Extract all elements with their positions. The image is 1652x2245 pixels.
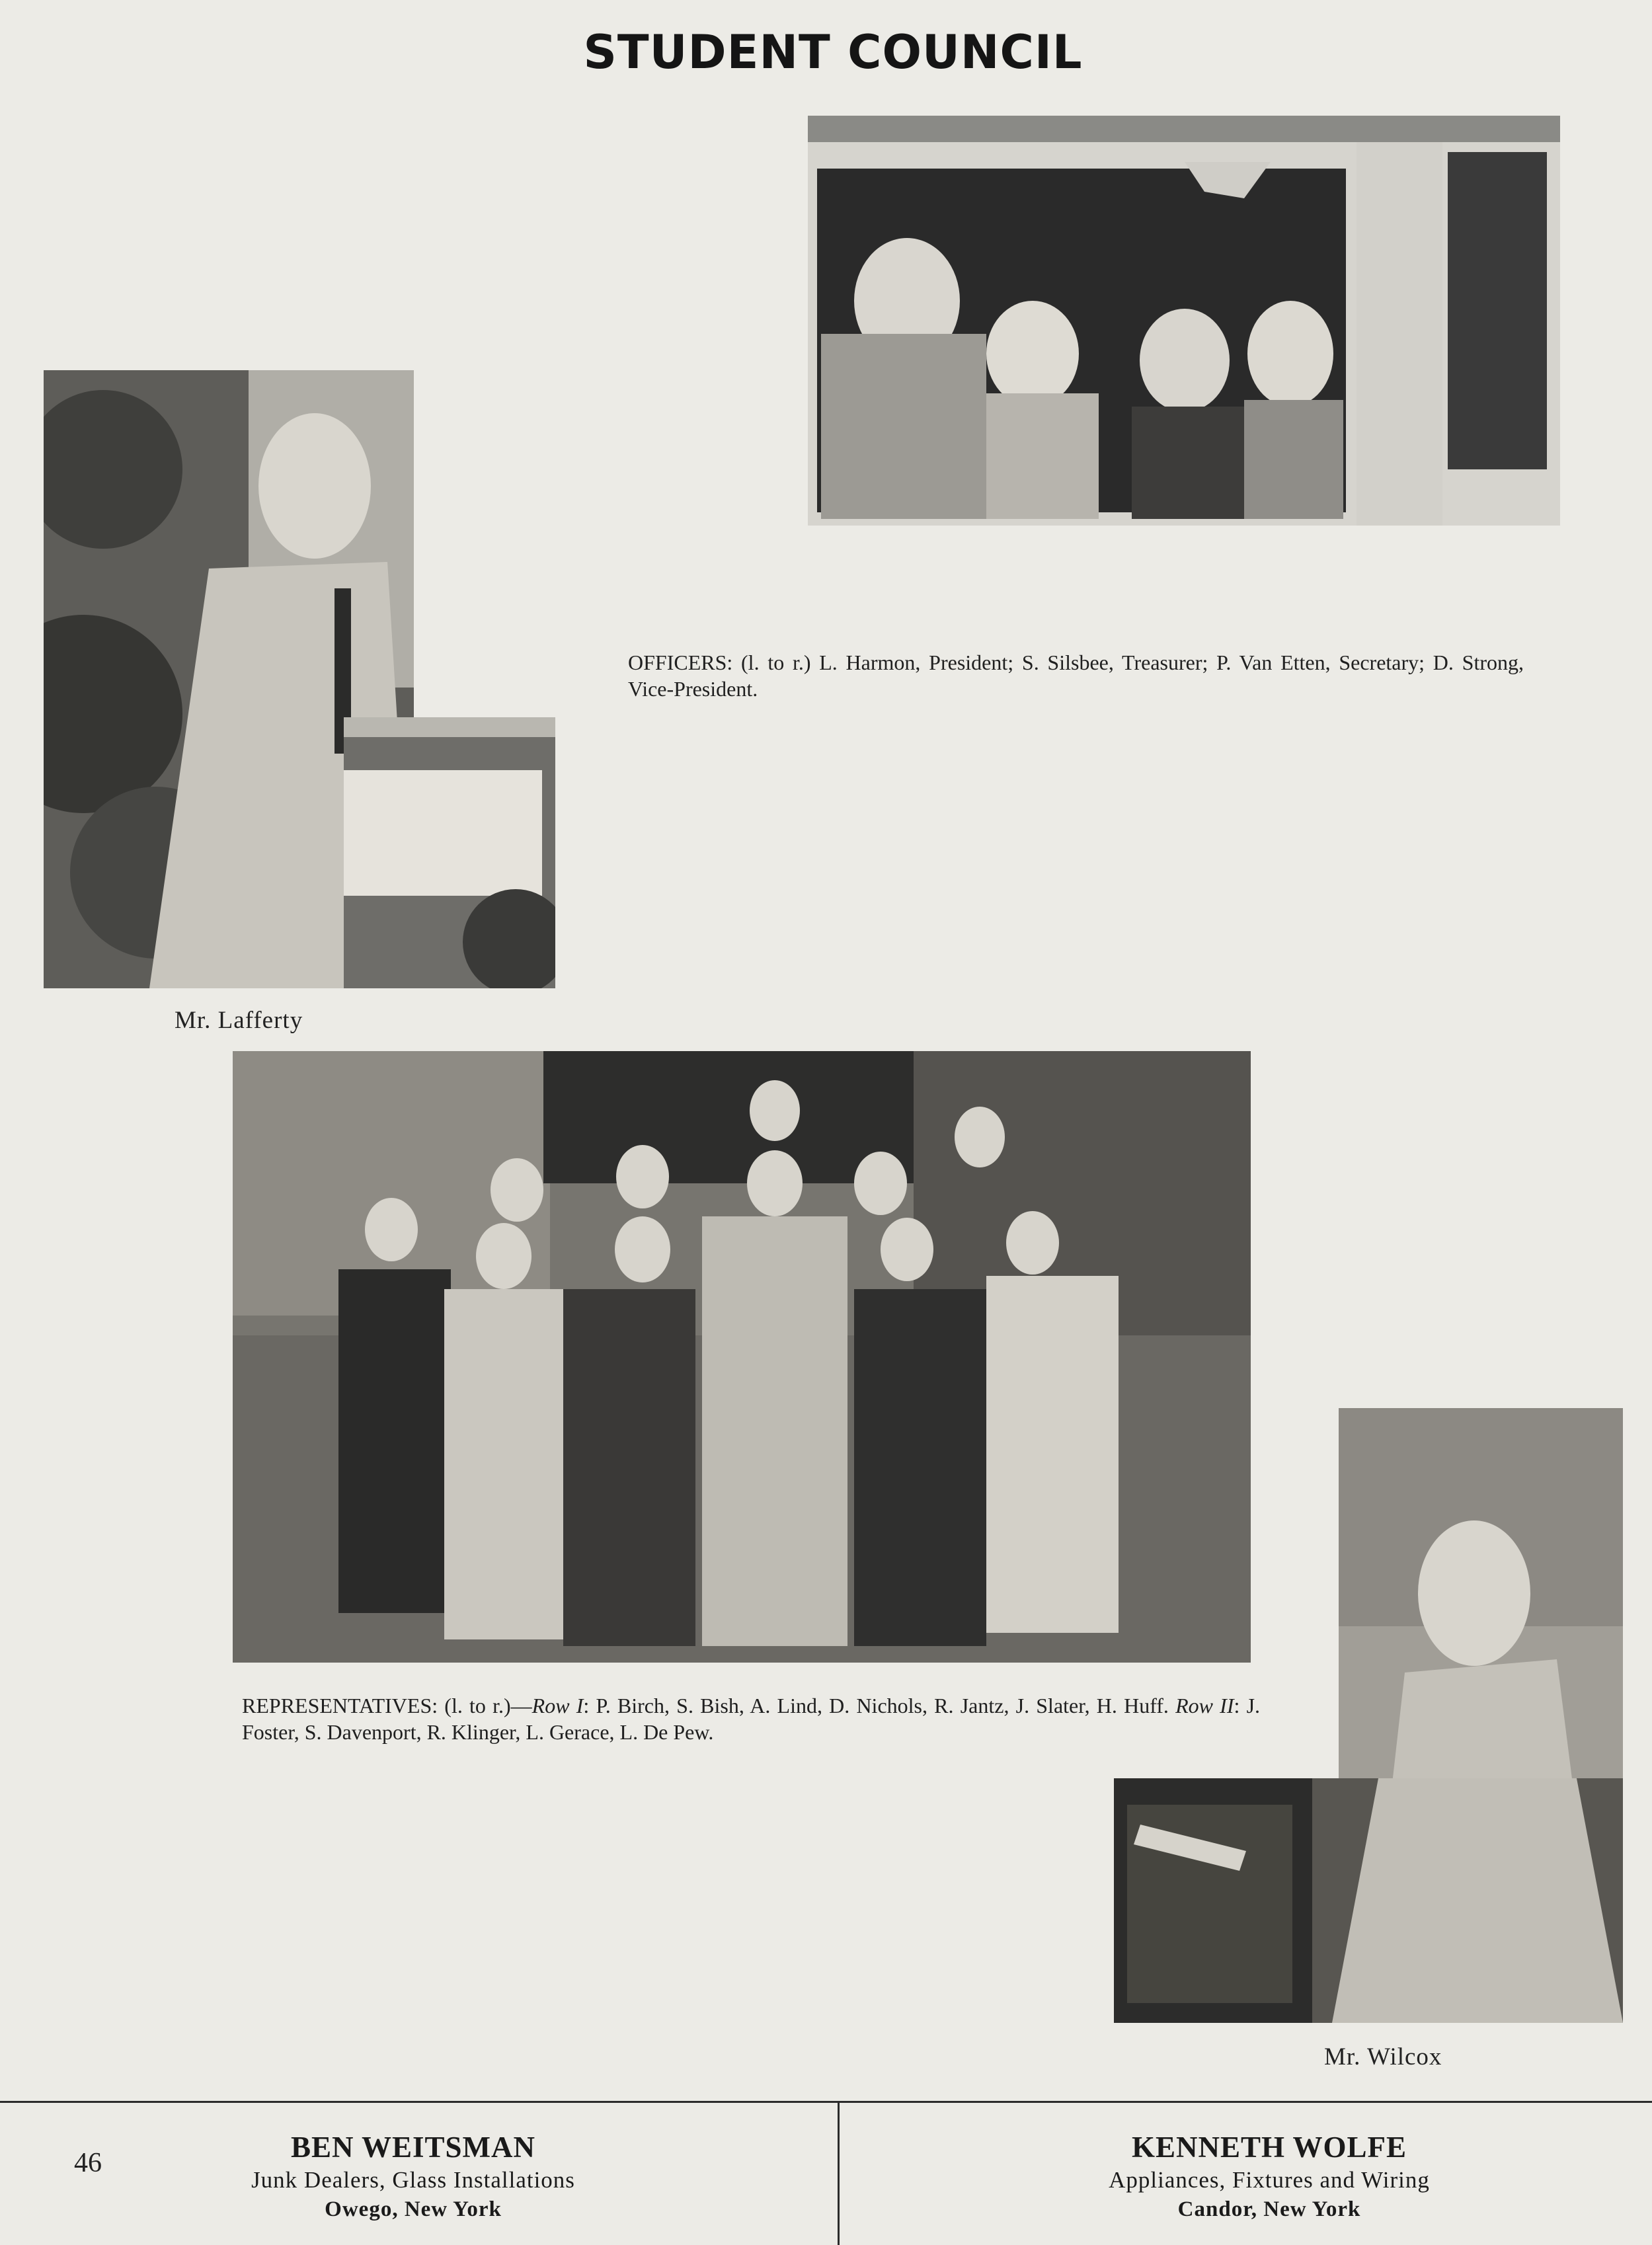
officers-caption: OFFICERS: (l. to r.) L. Harmon, President; S. Silsbee, Treasurer; P. Van Etten, Secretary; D. Strong, Vice-President. xyxy=(628,650,1524,701)
lafferty-label: Mr. Lafferty xyxy=(175,1007,303,1034)
ad-right-name: KENNETH WOLFE xyxy=(1131,2131,1407,2164)
ad-left-location: Owego, New York xyxy=(325,2197,502,2221)
representatives-photo xyxy=(233,1051,1251,1663)
ad-ben-weitsman xyxy=(178,2130,648,2222)
reps-row1-label: Row I xyxy=(531,1694,584,1717)
reps-row2-label: Row II xyxy=(1175,1694,1234,1717)
ad-kenneth-wolfe xyxy=(1031,2130,1507,2222)
page-number: 46 xyxy=(74,2148,102,2178)
wilcox-label: Mr. Wilcox xyxy=(1324,2043,1442,2070)
ad-left-line: Junk Dealers, Glass Installations xyxy=(251,2167,575,2193)
lafferty-photo-extension xyxy=(344,717,555,988)
footer-rule xyxy=(0,2101,1652,2103)
ad-left-name: BEN WEITSMAN xyxy=(290,2131,535,2164)
officers-photo xyxy=(808,116,1560,526)
reps-row2-names: : J. Foster, S. Davenport, R. Klinger, L. Gerace, L. De Pew. xyxy=(242,1694,1261,1744)
footer-divider xyxy=(838,2102,840,2245)
wilcox-photo-extension xyxy=(1114,1778,1623,2023)
reps-row1-names: : P. Birch, S. Bish, A. Lind, D. Nichols, R. Jantz, J. Slater, H. Huff. xyxy=(583,1694,1176,1717)
page-title: STUDENT COUNCIL xyxy=(583,25,1083,79)
representatives-caption xyxy=(242,1692,1260,1745)
ad-right-location: Candor, New York xyxy=(1177,2197,1361,2221)
reps-caption-lead: REPRESENTATIVES: (l. to r.)— xyxy=(242,1694,532,1717)
ad-right-line: Appliances, Fixtures and Wiring xyxy=(1109,2167,1430,2193)
